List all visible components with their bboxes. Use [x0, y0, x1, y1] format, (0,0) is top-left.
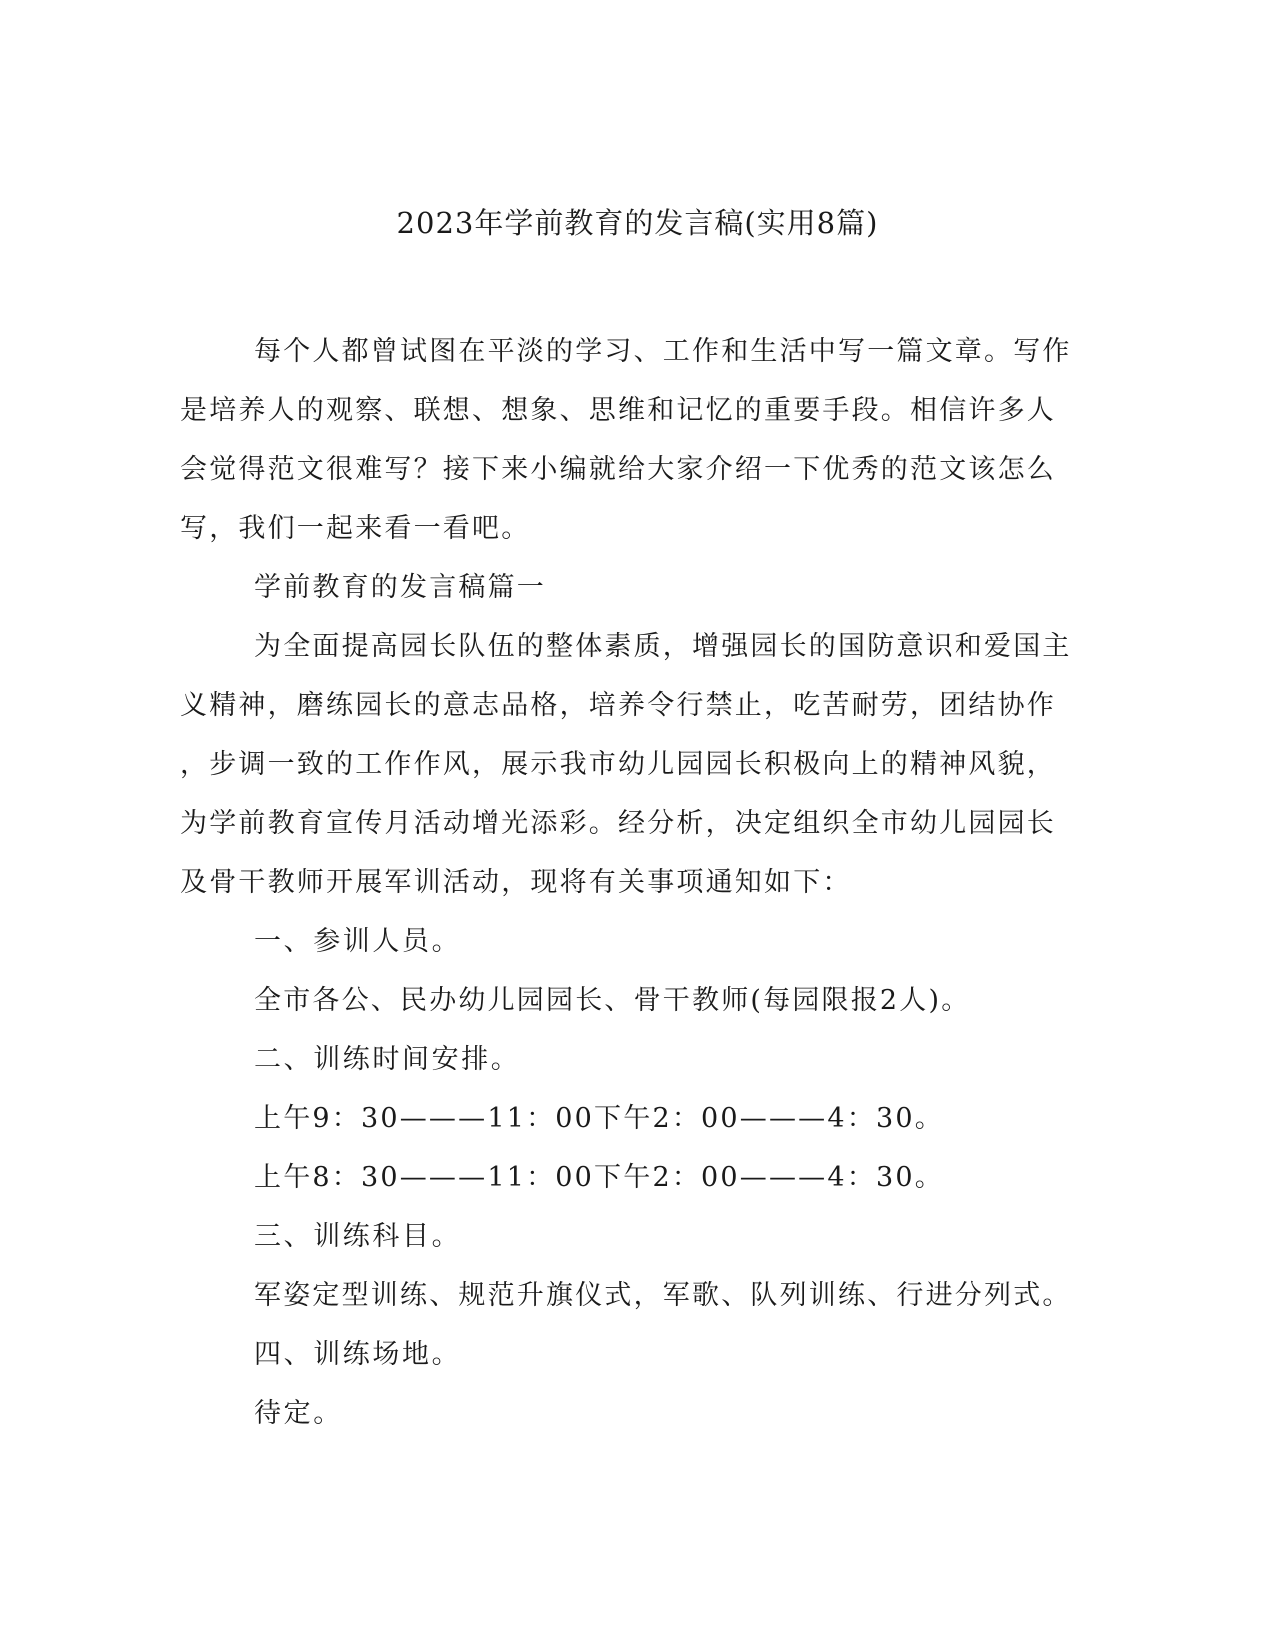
notice-line-1: 为全面提高园长队伍的整体素质，增强园长的国防意识和爱国主	[254, 631, 1072, 662]
intro-line-1: 每个人都曾试图在平淡的学习、工作和生活中写一篇文章。写作	[254, 336, 1072, 367]
item1-text: 全市各公、民办幼儿园园长、骨干教师(每园限报2人)。	[254, 985, 971, 1016]
notice-line-5: 及骨干教师开展军训活动，现将有关事项通知如下：	[180, 867, 852, 898]
notice-line-4: 为学前教育宣传月活动增光添彩。经分析，决定组织全市幼儿园园长	[180, 808, 1056, 839]
document-body	[180, 322, 1100, 1443]
intro-line-4: 写，我们一起来看一看吧。	[180, 513, 531, 544]
item2-heading: 二、训练时间安排。	[254, 1044, 521, 1075]
intro-line-2: 是培养人的观察、联想、想象、思维和记忆的重要手段。相信许多人	[180, 395, 1056, 426]
intro-line-3: 会觉得范文很难写？接下来小编就给大家介绍一下优秀的范文该怎么	[180, 454, 1056, 485]
item4-text: 待定。	[254, 1398, 343, 1429]
item2-time-line-2: 上午8：30———11：00下午2：00———4：30。	[254, 1162, 944, 1193]
item4-heading: 四、训练场地。	[254, 1339, 462, 1370]
document-title: 2023年学前教育的发言稿(实用8篇)	[396, 206, 879, 240]
notice-line-2: 义精神，磨练园长的意志品格，培养令行禁止，吃苦耐劳，团结协作	[180, 690, 1056, 721]
notice-line-3: ，步调一致的工作作风，展示我市幼儿园园长积极向上的精神风貌，	[180, 749, 1056, 780]
section-heading: 学前教育的发言稿篇一	[254, 572, 546, 603]
item1-heading: 一、参训人员。	[254, 926, 462, 957]
item3-text: 军姿定型训练、规范升旗仪式，军歌、队列训练、行进分列式。	[254, 1280, 1072, 1311]
item3-heading: 三、训练科目。	[254, 1221, 462, 1252]
item2-time-line-1: 上午9：30———11：00下午2：00———4：30。	[254, 1103, 944, 1134]
